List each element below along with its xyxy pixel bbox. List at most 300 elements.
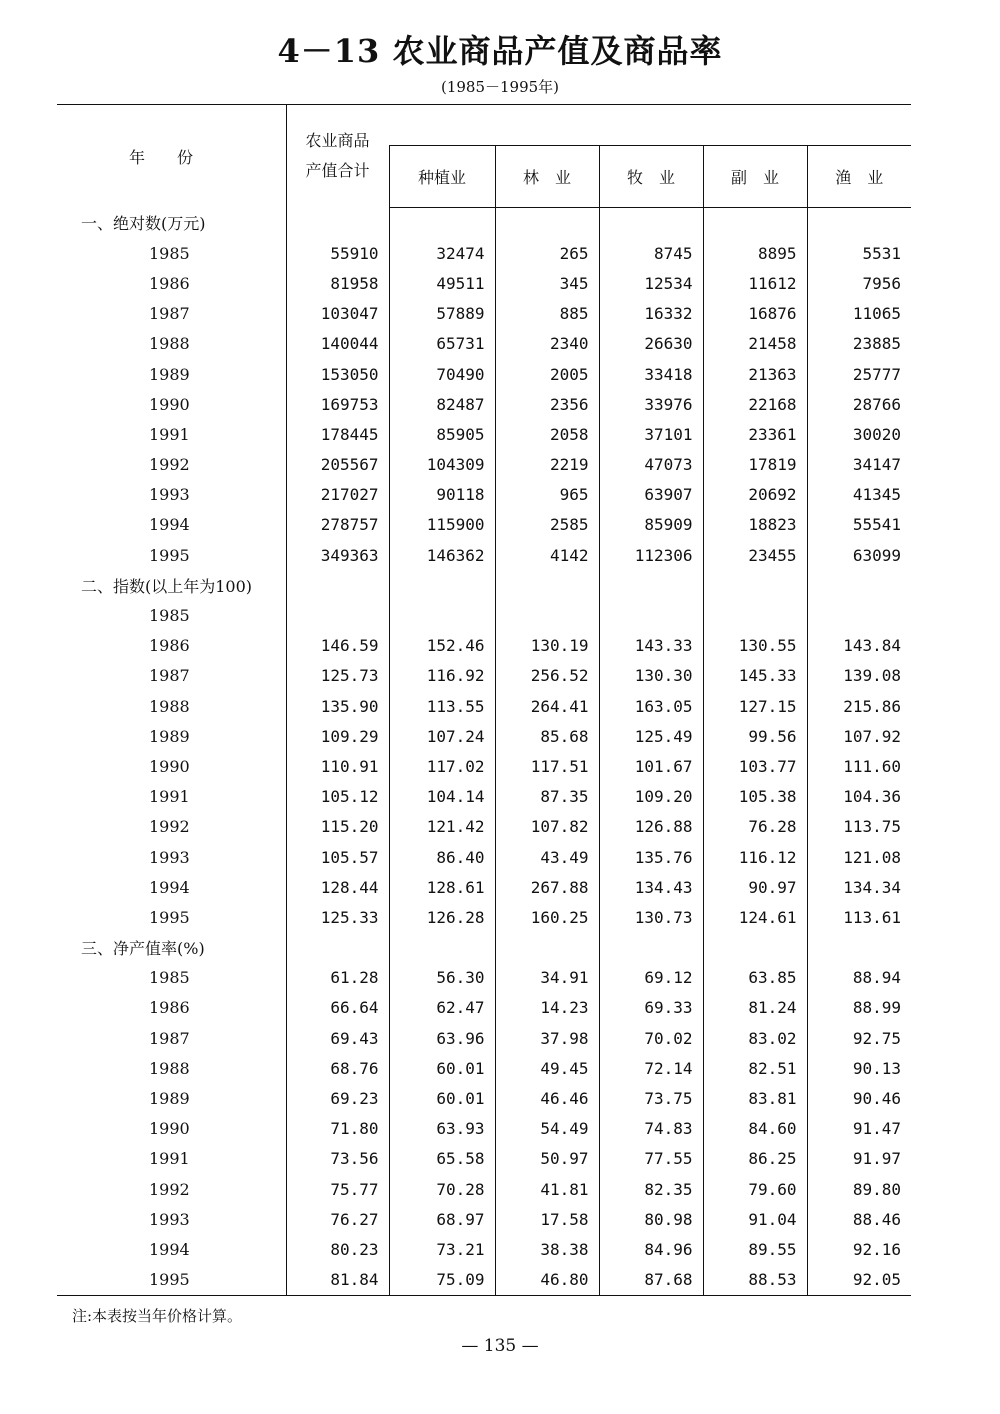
year-cell: 1988 — [149, 696, 190, 716]
table-row — [57, 631, 911, 661]
sideline-cell: 22168 — [703, 389, 807, 419]
total-header-line1: 农业商品 — [305, 131, 370, 151]
crop-cell: 128.61 — [389, 872, 495, 902]
sideline-cell: 23455 — [703, 540, 807, 570]
crop-cell: 146362 — [389, 540, 495, 570]
total-cell: 115.20 — [286, 812, 389, 842]
crop-cell: 32474 — [389, 238, 495, 268]
fishery-cell: 91.47 — [807, 1114, 911, 1144]
fishery-cell: 91.97 — [807, 1144, 911, 1174]
crop-cell: 73.21 — [389, 1234, 495, 1264]
page-number: — 135 — — [461, 1336, 539, 1356]
sideline-cell: 79.60 — [703, 1174, 807, 1204]
fishery-cell: 111.60 — [807, 751, 911, 781]
crop-cell: 121.42 — [389, 812, 495, 842]
table-row — [57, 1144, 911, 1174]
table-row — [57, 902, 911, 932]
sideline-cell — [703, 600, 807, 630]
crop-cell: 113.55 — [389, 691, 495, 721]
forestry-cell: 2585 — [495, 510, 599, 540]
livestock-cell: 26630 — [599, 329, 703, 359]
year-cell: 1990 — [149, 1119, 190, 1139]
forestry-cell: 265 — [495, 238, 599, 268]
total-cell: 349363 — [286, 540, 389, 570]
total-cell: 105.57 — [286, 842, 389, 872]
sideline-cell: 103.77 — [703, 751, 807, 781]
fishery-cell: 7956 — [807, 268, 911, 298]
page-subtitle: (1985－1995年) — [440, 78, 560, 96]
year-cell: 1989 — [149, 364, 190, 384]
forestry-cell: 2058 — [495, 419, 599, 449]
section-row — [57, 570, 911, 600]
fishery-cell: 113.61 — [807, 902, 911, 932]
sideline-cell: 81.24 — [703, 993, 807, 1023]
table-row — [57, 600, 911, 630]
livestock-cell: 80.98 — [599, 1204, 703, 1234]
sideline-cell: 83.02 — [703, 1023, 807, 1053]
total-cell: 109.29 — [286, 721, 389, 751]
sideline-cell: 116.12 — [703, 842, 807, 872]
crop-column-header: 种植业 — [389, 146, 495, 208]
empty-cell — [807, 208, 911, 239]
livestock-cell: 33418 — [599, 359, 703, 389]
crop-cell: 60.01 — [389, 1053, 495, 1083]
forestry-cell: 41.81 — [495, 1174, 599, 1204]
year-cell: 1991 — [149, 424, 190, 444]
fishery-cell: 23885 — [807, 329, 911, 359]
year-cell: 1987 — [149, 304, 190, 324]
crop-cell: 104.14 — [389, 782, 495, 812]
sideline-cell: 86.25 — [703, 1144, 807, 1174]
total-cell — [286, 600, 389, 630]
livestock-cell: 130.30 — [599, 661, 703, 691]
forestry-cell: 37.98 — [495, 1023, 599, 1053]
empty-cell — [599, 208, 703, 239]
forestry-cell: 130.19 — [495, 631, 599, 661]
sideline-cell: 17819 — [703, 450, 807, 480]
table-row — [57, 1083, 911, 1113]
crop-cell: 57889 — [389, 299, 495, 329]
fishery-cell — [807, 600, 911, 630]
forestry-cell: 885 — [495, 299, 599, 329]
table-row — [57, 1114, 911, 1144]
total-cell: 75.77 — [286, 1174, 389, 1204]
fishery-column-header: 渔 业 — [807, 146, 911, 208]
forestry-cell: 2219 — [495, 450, 599, 480]
total-cell: 205567 — [286, 450, 389, 480]
year-cell: 1992 — [149, 455, 190, 475]
fishery-cell: 92.75 — [807, 1023, 911, 1053]
page-title: 4－13 农业商品产值及商品率 — [277, 32, 723, 70]
sideline-cell: 20692 — [703, 480, 807, 510]
crop-cell: 85905 — [389, 419, 495, 449]
livestock-cell: 101.67 — [599, 751, 703, 781]
sideline-cell: 124.61 — [703, 902, 807, 932]
fishery-cell: 104.36 — [807, 782, 911, 812]
livestock-cell: 33976 — [599, 389, 703, 419]
table-row — [57, 510, 911, 540]
table-row — [57, 993, 911, 1023]
year-cell: 1995 — [57, 1265, 286, 1296]
sideline-cell: 21363 — [703, 359, 807, 389]
total-cell: 146.59 — [286, 631, 389, 661]
total-cell: 103047 — [286, 299, 389, 329]
sideline-cell: 145.33 — [703, 661, 807, 691]
fishery-cell: 215.86 — [807, 691, 911, 721]
crop-cell: 82487 — [389, 389, 495, 419]
sideline-cell: 76.28 — [703, 812, 807, 842]
livestock-cell: 135.76 — [599, 842, 703, 872]
livestock-cell: 134.43 — [599, 872, 703, 902]
sideline-cell: 63.85 — [703, 963, 807, 993]
year-cell: 1988 — [149, 1058, 190, 1078]
year-cell: 1991 — [149, 1149, 190, 1169]
empty-cell — [389, 570, 495, 600]
forestry-cell: 49.45 — [495, 1053, 599, 1083]
fishery-cell: 92.16 — [807, 1234, 911, 1264]
sideline-cell: 89.55 — [703, 1234, 807, 1264]
table-row — [57, 842, 911, 872]
table-row — [57, 480, 911, 510]
fishery-cell: 88.99 — [807, 993, 911, 1023]
year-cell: 1986 — [149, 273, 190, 293]
empty-cell — [703, 933, 807, 963]
year-cell: 1989 — [149, 1089, 190, 1109]
forestry-cell: 345 — [495, 268, 599, 298]
crop-cell: 60.01 — [389, 1083, 495, 1113]
year-cell: 1994 — [149, 515, 190, 535]
year-cell: 1987 — [149, 1028, 190, 1048]
sideline-cell: 90.97 — [703, 872, 807, 902]
table-row — [57, 751, 911, 781]
fishery-cell: 30020 — [807, 419, 911, 449]
empty-cell — [389, 933, 495, 963]
empty-cell — [495, 570, 599, 600]
year-cell: 1985 — [149, 968, 190, 988]
fishery-cell: 55541 — [807, 510, 911, 540]
forestry-cell: 54.49 — [495, 1114, 599, 1144]
sideline-cell: 130.55 — [703, 631, 807, 661]
forestry-cell — [495, 600, 599, 630]
sideline-cell: 21458 — [703, 329, 807, 359]
table-row — [57, 963, 911, 993]
livestock-cell: 63907 — [599, 480, 703, 510]
year-cell: 1993 — [149, 485, 190, 505]
fishery-cell: 121.08 — [807, 842, 911, 872]
empty-cell — [286, 933, 389, 963]
total-cell: 125.33 — [286, 902, 389, 932]
section-label: 二、指数(以上年为100) — [81, 576, 253, 596]
empty-cell — [495, 933, 599, 963]
livestock-cell: 69.33 — [599, 993, 703, 1023]
crop-cell: 86.40 — [389, 842, 495, 872]
year-cell: 1994 — [149, 877, 190, 897]
livestock-cell: 70.02 — [599, 1023, 703, 1053]
header-blank-band — [389, 105, 911, 146]
livestock-cell: 109.20 — [599, 782, 703, 812]
fishery-cell: 89.80 — [807, 1174, 911, 1204]
total-cell: 169753 — [286, 389, 389, 419]
table-header — [57, 105, 911, 208]
livestock-cell: 82.35 — [599, 1174, 703, 1204]
table-row — [57, 1053, 911, 1083]
table-row — [57, 329, 911, 359]
total-cell: 135.90 — [286, 691, 389, 721]
crop-cell: 56.30 — [389, 963, 495, 993]
fishery-cell: 11065 — [807, 299, 911, 329]
crop-cell: 62.47 — [389, 993, 495, 1023]
fishery-cell: 5531 — [807, 238, 911, 268]
year-cell: 1994 — [149, 1239, 190, 1259]
forestry-cell: 107.82 — [495, 812, 599, 842]
year-cell: 1993 — [149, 1209, 190, 1229]
crop-cell: 75.09 — [389, 1265, 495, 1296]
year-cell: 1989 — [149, 726, 190, 746]
livestock-cell: 85909 — [599, 510, 703, 540]
forestry-cell: 264.41 — [495, 691, 599, 721]
table-row — [57, 299, 911, 329]
total-cell: 178445 — [286, 419, 389, 449]
livestock-cell: 87.68 — [599, 1265, 703, 1296]
livestock-cell: 74.83 — [599, 1114, 703, 1144]
table-row — [57, 721, 911, 751]
year-cell: 1991 — [149, 787, 190, 807]
year-cell: 1992 — [149, 1179, 190, 1199]
forestry-cell: 50.97 — [495, 1144, 599, 1174]
total-cell: 153050 — [286, 359, 389, 389]
total-cell: 217027 — [286, 480, 389, 510]
crop-cell: 65731 — [389, 329, 495, 359]
fishery-cell: 134.34 — [807, 872, 911, 902]
total-cell: 128.44 — [286, 872, 389, 902]
year-cell: 1985 — [149, 606, 190, 626]
empty-cell — [703, 208, 807, 239]
table-body — [57, 208, 911, 1296]
forestry-cell: 87.35 — [495, 782, 599, 812]
empty-cell — [286, 208, 389, 239]
livestock-column-header: 牧 业 — [599, 146, 703, 208]
table-row — [57, 1234, 911, 1264]
footnote: 注:本表按当年价格计算。 — [72, 1307, 243, 1325]
fishery-cell: 88.46 — [807, 1204, 911, 1234]
empty-cell — [703, 570, 807, 600]
table-row — [57, 450, 911, 480]
empty-cell — [389, 208, 495, 239]
forestry-cell: 85.68 — [495, 721, 599, 751]
livestock-cell: 73.75 — [599, 1083, 703, 1113]
total-cell: 76.27 — [286, 1204, 389, 1234]
sideline-cell: 8895 — [703, 238, 807, 268]
fishery-cell: 34147 — [807, 450, 911, 480]
section-label: 三、净产值率(%) — [81, 939, 205, 959]
sideline-cell: 16876 — [703, 299, 807, 329]
forestry-cell: 267.88 — [495, 872, 599, 902]
table-row — [57, 1265, 911, 1296]
statistics-table — [57, 104, 911, 1296]
livestock-cell: 163.05 — [599, 691, 703, 721]
forestry-cell: 43.49 — [495, 842, 599, 872]
fishery-cell: 88.94 — [807, 963, 911, 993]
total-cell: 66.64 — [286, 993, 389, 1023]
table-row — [57, 1023, 911, 1053]
total-cell: 110.91 — [286, 751, 389, 781]
table-row — [57, 268, 911, 298]
sideline-cell: 88.53 — [703, 1265, 807, 1296]
empty-cell — [807, 570, 911, 600]
year-cell: 1986 — [149, 998, 190, 1018]
forestry-cell: 256.52 — [495, 661, 599, 691]
crop-cell: 49511 — [389, 268, 495, 298]
total-cell: 81.84 — [286, 1265, 389, 1296]
livestock-cell: 12534 — [599, 268, 703, 298]
crop-cell: 90118 — [389, 480, 495, 510]
fishery-cell: 113.75 — [807, 812, 911, 842]
table-row — [57, 419, 911, 449]
table-row — [57, 782, 911, 812]
crop-cell: 70.28 — [389, 1174, 495, 1204]
forestry-cell: 38.38 — [495, 1234, 599, 1264]
year-cell: 1986 — [149, 636, 190, 656]
empty-cell — [599, 933, 703, 963]
crop-cell: 126.28 — [389, 902, 495, 932]
table-row — [57, 812, 911, 842]
table-row — [57, 691, 911, 721]
year-cell: 1995 — [149, 907, 190, 927]
fishery-cell: 139.08 — [807, 661, 911, 691]
fishery-cell: 28766 — [807, 389, 911, 419]
fishery-cell: 143.84 — [807, 631, 911, 661]
forestry-cell: 2340 — [495, 329, 599, 359]
table-row — [57, 872, 911, 902]
forestry-cell: 117.51 — [495, 751, 599, 781]
year-cell: 1988 — [149, 334, 190, 354]
livestock-cell: 130.73 — [599, 902, 703, 932]
total-cell: 140044 — [286, 329, 389, 359]
total-cell: 71.80 — [286, 1114, 389, 1144]
sideline-cell: 91.04 — [703, 1204, 807, 1234]
year-cell: 1985 — [149, 243, 190, 263]
crop-cell: 107.24 — [389, 721, 495, 751]
forestry-cell: 965 — [495, 480, 599, 510]
sideline-cell: 84.60 — [703, 1114, 807, 1144]
year-cell: 1992 — [149, 817, 190, 837]
sideline-cell: 127.15 — [703, 691, 807, 721]
fishery-cell: 90.46 — [807, 1083, 911, 1113]
total-cell: 81958 — [286, 268, 389, 298]
section-row — [57, 933, 911, 963]
sideline-cell: 99.56 — [703, 721, 807, 751]
crop-cell: 70490 — [389, 359, 495, 389]
sideline-cell: 105.38 — [703, 782, 807, 812]
year-cell: 1987 — [149, 666, 190, 686]
total-cell: 73.56 — [286, 1144, 389, 1174]
fishery-cell: 41345 — [807, 480, 911, 510]
empty-cell — [599, 570, 703, 600]
table-row — [57, 540, 911, 570]
total-cell: 105.12 — [286, 782, 389, 812]
livestock-cell: 77.55 — [599, 1144, 703, 1174]
crop-cell: 115900 — [389, 510, 495, 540]
livestock-cell: 125.49 — [599, 721, 703, 751]
sideline-cell: 18823 — [703, 510, 807, 540]
empty-cell — [495, 208, 599, 239]
crop-cell: 117.02 — [389, 751, 495, 781]
year-cell: 1995 — [149, 545, 190, 565]
table-row — [57, 661, 911, 691]
table-row — [57, 238, 911, 268]
year-column-header: 年 份 — [57, 105, 286, 208]
livestock-cell: 84.96 — [599, 1234, 703, 1264]
year-cell: 1990 — [149, 394, 190, 414]
crop-cell: 104309 — [389, 450, 495, 480]
livestock-cell: 69.12 — [599, 963, 703, 993]
table-row — [57, 359, 911, 389]
total-cell: 125.73 — [286, 661, 389, 691]
fishery-cell: 90.13 — [807, 1053, 911, 1083]
fishery-cell: 63099 — [807, 540, 911, 570]
sideline-column-header: 副 业 — [703, 146, 807, 208]
total-cell: 80.23 — [286, 1234, 389, 1264]
forestry-cell: 160.25 — [495, 902, 599, 932]
livestock-cell: 47073 — [599, 450, 703, 480]
total-cell: 55910 — [286, 238, 389, 268]
forestry-cell: 2356 — [495, 389, 599, 419]
empty-cell — [286, 570, 389, 600]
crop-cell: 152.46 — [389, 631, 495, 661]
fishery-cell: 92.05 — [807, 1265, 911, 1296]
livestock-cell: 126.88 — [599, 812, 703, 842]
empty-cell — [807, 933, 911, 963]
crop-cell: 63.93 — [389, 1114, 495, 1144]
livestock-cell: 37101 — [599, 419, 703, 449]
sideline-cell: 82.51 — [703, 1053, 807, 1083]
section-row — [57, 208, 911, 239]
forestry-cell: 4142 — [495, 540, 599, 570]
crop-cell: 116.92 — [389, 661, 495, 691]
forestry-column-header: 林 业 — [495, 146, 599, 208]
total-column-header — [286, 105, 389, 208]
table-row — [57, 1204, 911, 1234]
fishery-cell: 107.92 — [807, 721, 911, 751]
sideline-cell: 23361 — [703, 419, 807, 449]
crop-cell: 63.96 — [389, 1023, 495, 1053]
forestry-cell: 46.46 — [495, 1083, 599, 1113]
forestry-cell: 46.80 — [495, 1265, 599, 1296]
total-cell: 278757 — [286, 510, 389, 540]
section-label: 一、绝对数(万元) — [81, 214, 206, 234]
crop-cell: 65.58 — [389, 1144, 495, 1174]
fishery-cell: 25777 — [807, 359, 911, 389]
forestry-cell: 2005 — [495, 359, 599, 389]
table-row — [57, 389, 911, 419]
table-row — [57, 1174, 911, 1204]
forestry-cell: 34.91 — [495, 963, 599, 993]
livestock-cell: 8745 — [599, 238, 703, 268]
livestock-cell — [599, 600, 703, 630]
year-cell: 1993 — [149, 847, 190, 867]
forestry-cell: 17.58 — [495, 1204, 599, 1234]
total-header-line2: 产值合计 — [305, 161, 370, 181]
crop-cell — [389, 600, 495, 630]
crop-cell: 68.97 — [389, 1204, 495, 1234]
total-cell: 68.76 — [286, 1053, 389, 1083]
livestock-cell: 16332 — [599, 299, 703, 329]
sideline-cell: 83.81 — [703, 1083, 807, 1113]
total-cell: 69.43 — [286, 1023, 389, 1053]
forestry-cell: 14.23 — [495, 993, 599, 1023]
total-cell: 69.23 — [286, 1083, 389, 1113]
sideline-cell: 11612 — [703, 268, 807, 298]
